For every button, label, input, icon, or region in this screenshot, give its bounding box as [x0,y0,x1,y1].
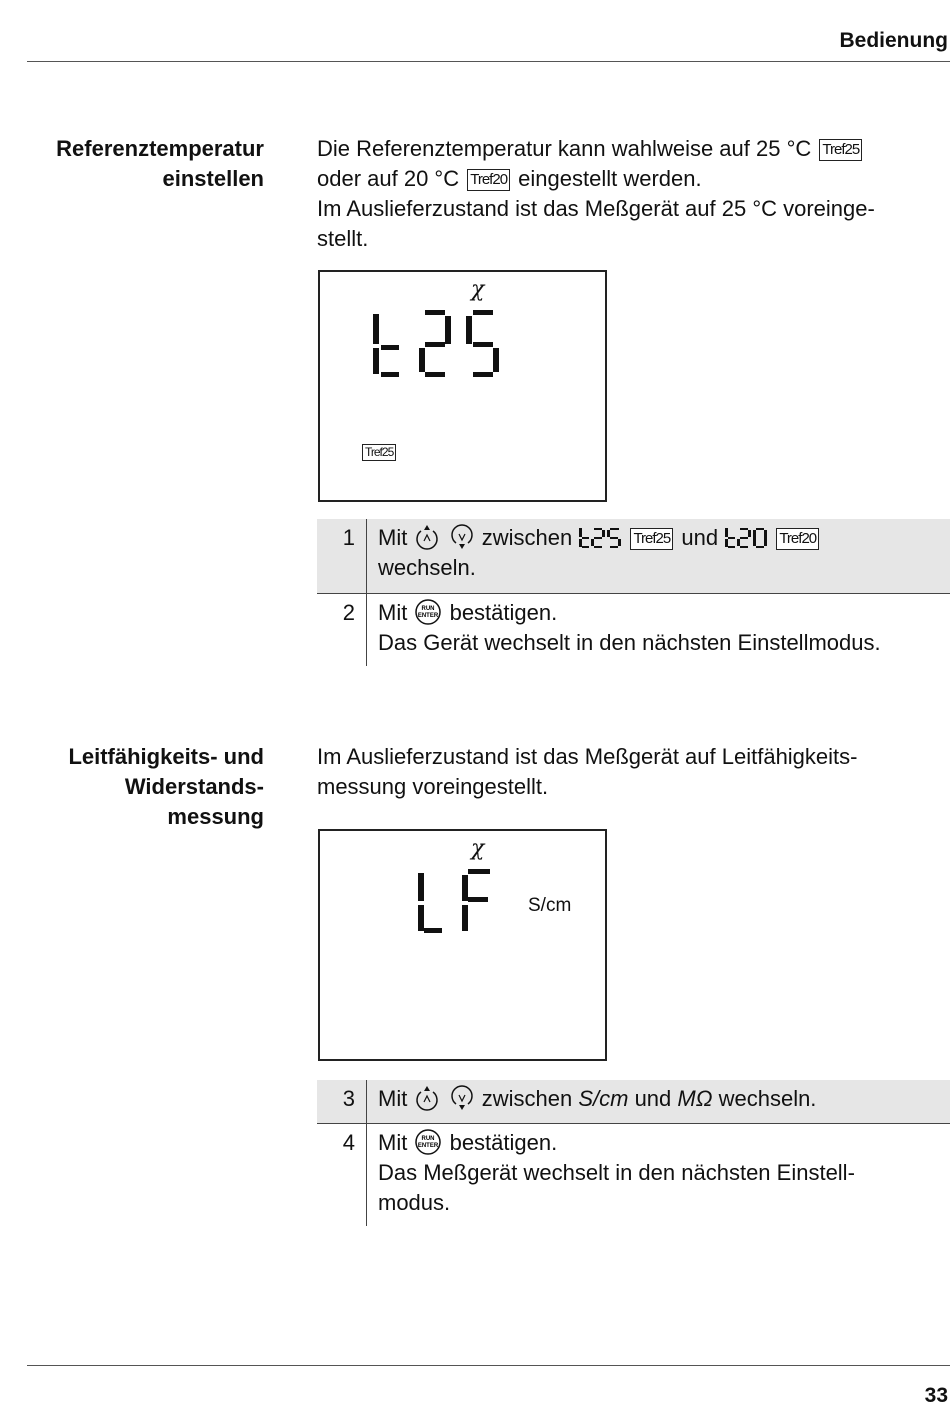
heading-line: einstellen [162,166,264,191]
segment [373,348,379,374]
section-heading-reference-temperature [56,134,264,194]
segment [381,372,399,377]
tref20-indicator: Tref20 [467,169,510,191]
enter-label: ENTER [418,613,439,619]
segment [425,342,445,347]
text: oder auf 20 °C [317,166,460,191]
step-line [378,1128,944,1158]
segment [373,314,379,344]
step-line: Das Meßgerät wechselt in den nächsten Einstell- [378,1160,855,1185]
down-arrow-key-icon [449,523,475,551]
tref25-indicator: Tref25 [819,139,862,161]
step-line: modus. [378,1190,451,1215]
segment [381,345,399,350]
segment [418,873,424,901]
paragraph-line: Im Auslieferzustand ist das Meßgerät auf 25 °C voreinge- [317,196,875,221]
step-text [378,1128,944,1218]
step-divider [366,1124,367,1226]
step-divider [366,519,367,593]
step-text [378,598,944,658]
run-enter-key-icon [414,598,442,626]
footer-rule [27,1365,950,1366]
step-row [317,1080,950,1123]
unit-siemens-per-cm: S/cm [578,1086,629,1111]
lcd-digits-lf [320,831,609,1063]
intro-paragraph-reference-temperature [317,134,942,254]
step-text [378,523,944,583]
lcd-display-conductivity [318,829,607,1061]
segment [419,348,425,372]
step-number: 1 [342,525,355,550]
step-line [378,523,944,553]
segment [425,372,445,377]
text: wechseln. [718,1086,817,1111]
paragraph-line: Im Auslieferzustand ist das Meßgerät auf Leitfähigkeits- [317,744,858,769]
text: Mit [378,1130,408,1155]
run-label: RUN [421,1136,435,1142]
paragraph-line [317,164,942,194]
heading-line: messung [167,804,264,829]
text: zwischen [481,525,573,550]
segment [468,897,488,902]
text: Mit [378,600,408,625]
down-arrow-key-icon [449,1084,475,1112]
segment [473,310,493,315]
section-heading-conductivity-resistance [68,742,264,832]
run-label: RUN [421,606,435,612]
intro-paragraph-conductivity [317,742,942,802]
unit-label-siemens-per-cm: S/cm [528,895,572,916]
step-number: 4 [342,1130,355,1155]
step-number: 3 [342,1086,355,1111]
tref25-indicator: Tref25 [630,528,673,550]
segment [462,905,468,931]
heading-line: Leitfähigkeits- und [68,744,264,769]
segment [418,905,424,931]
lcd-digits-t25 [320,272,609,504]
segment [473,372,493,377]
segment [493,348,499,372]
paragraph-line: messung voreingestellt. [317,774,549,799]
text: und [681,525,719,550]
segment [445,316,451,344]
page-number: 33 [924,1384,948,1407]
lcd-display-reference-temperature [318,270,607,502]
conductivity-symbol: χ [471,836,485,861]
lcd-value-t25 [578,527,622,549]
text: bestätigen. [449,1130,558,1155]
text: und [634,1086,672,1111]
segment [473,342,493,347]
step-row [317,1124,950,1226]
text: zwischen [481,1086,573,1111]
step-line [378,598,944,628]
step-divider [366,594,367,666]
step-line [378,1084,944,1114]
text: bestätigen. [449,600,558,625]
step-divider [366,1080,367,1123]
segment [462,875,468,901]
step-row [317,519,950,593]
segment [466,316,472,344]
unit-megaohm: MΩ [677,1086,713,1111]
lcd-value-t20 [724,527,768,549]
paragraph-line: stellt. [317,226,369,251]
step-text [378,1084,944,1114]
text: Die Referenztemperatur kann wahlweise auf 25 °C [317,136,812,161]
segment [425,310,445,315]
tref20-indicator: Tref20 [776,528,819,550]
heading-line: Widerstands- [124,774,264,799]
step-row [317,594,950,666]
paragraph-line [317,134,942,164]
heading-line: Referenztemperatur [56,136,264,161]
header-rule [27,61,950,62]
tref25-display-indicator: Tref25 [362,444,396,461]
text: Mit [378,525,408,550]
run-enter-key-icon [414,1128,442,1156]
step-number: 2 [342,600,355,625]
page-header-title: Bedienung [839,29,948,52]
enter-label: ENTER [418,1143,439,1149]
up-arrow-key-icon [414,523,440,551]
text: Mit [378,1086,408,1111]
segment [424,928,442,933]
step-line: Das Gerät wechselt in den nächsten Einstellmodus. [378,630,881,655]
step-line: wechseln. [378,555,476,580]
segment [468,869,490,874]
text: eingestellt werden. [518,166,702,191]
conductivity-symbol: χ [471,277,485,302]
up-arrow-key-icon [414,1084,440,1112]
